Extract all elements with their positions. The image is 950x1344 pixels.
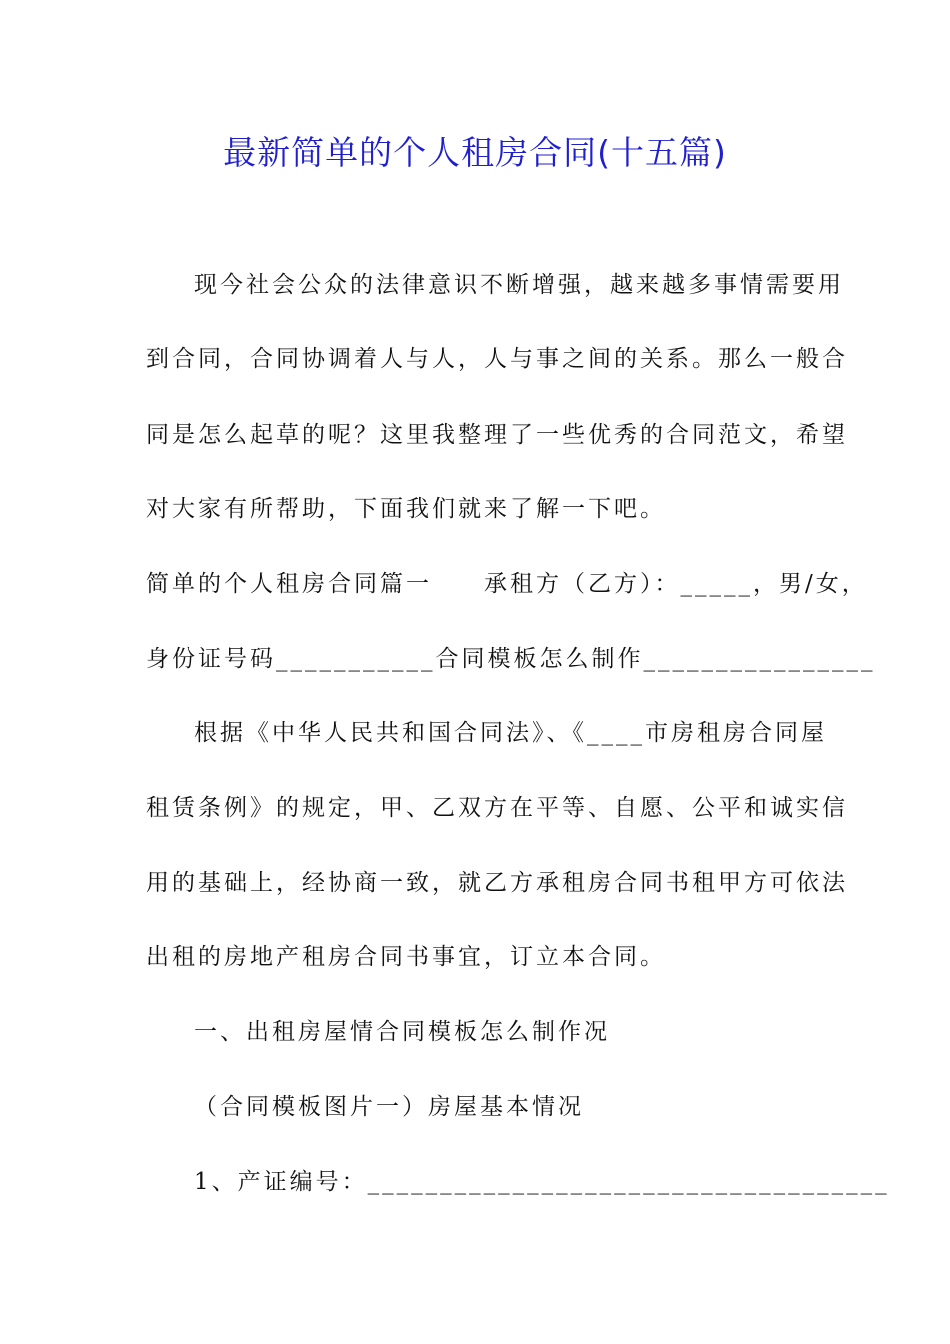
id-number-line: 身份证号码___________合同模板怎么制作________________	[146, 646, 876, 672]
paragraph-line-1: 现今社会公众的法律意识不断增强，越来越多事情需要用	[194, 272, 844, 298]
paragraph-line-10: 出租的房地产租房合同书事宜，订立本合同。	[146, 944, 666, 970]
clause-heading: 一、出租房屋情合同模板怎么制作况	[194, 1019, 610, 1045]
subclause-heading: （合同模板图片一）房屋基本情况	[194, 1094, 584, 1120]
paragraph-line-8: 租赁条例》的规定，甲、乙双方在平等、自愿、公平和诚实信	[146, 795, 848, 821]
paragraph-line-2: 到合同，合同协调着人与人，人与事之间的关系。那么一般合	[146, 346, 848, 372]
paragraph-line-3: 同是怎么起草的呢？这里我整理了一些优秀的合同范文，希望	[146, 422, 848, 448]
section-heading-line: 简单的个人租房合同篇一 承租方（乙方）：_____，男/女，	[146, 571, 868, 597]
paragraph-line-9: 用的基础上，经协商一致，就乙方承租房合同书租甲方可依法	[146, 870, 848, 896]
document-title: 最新简单的个人租房合同(十五篇)	[223, 133, 727, 172]
paragraph-line-4: 对大家有所帮助，下面我们就来了解一下吧。	[146, 496, 666, 522]
certificate-number-line: 1、产证编号：____________________________________	[194, 1169, 890, 1195]
paragraph-line-7: 根据《中华人民共和国合同法》、《____市房租房合同屋	[194, 720, 827, 746]
